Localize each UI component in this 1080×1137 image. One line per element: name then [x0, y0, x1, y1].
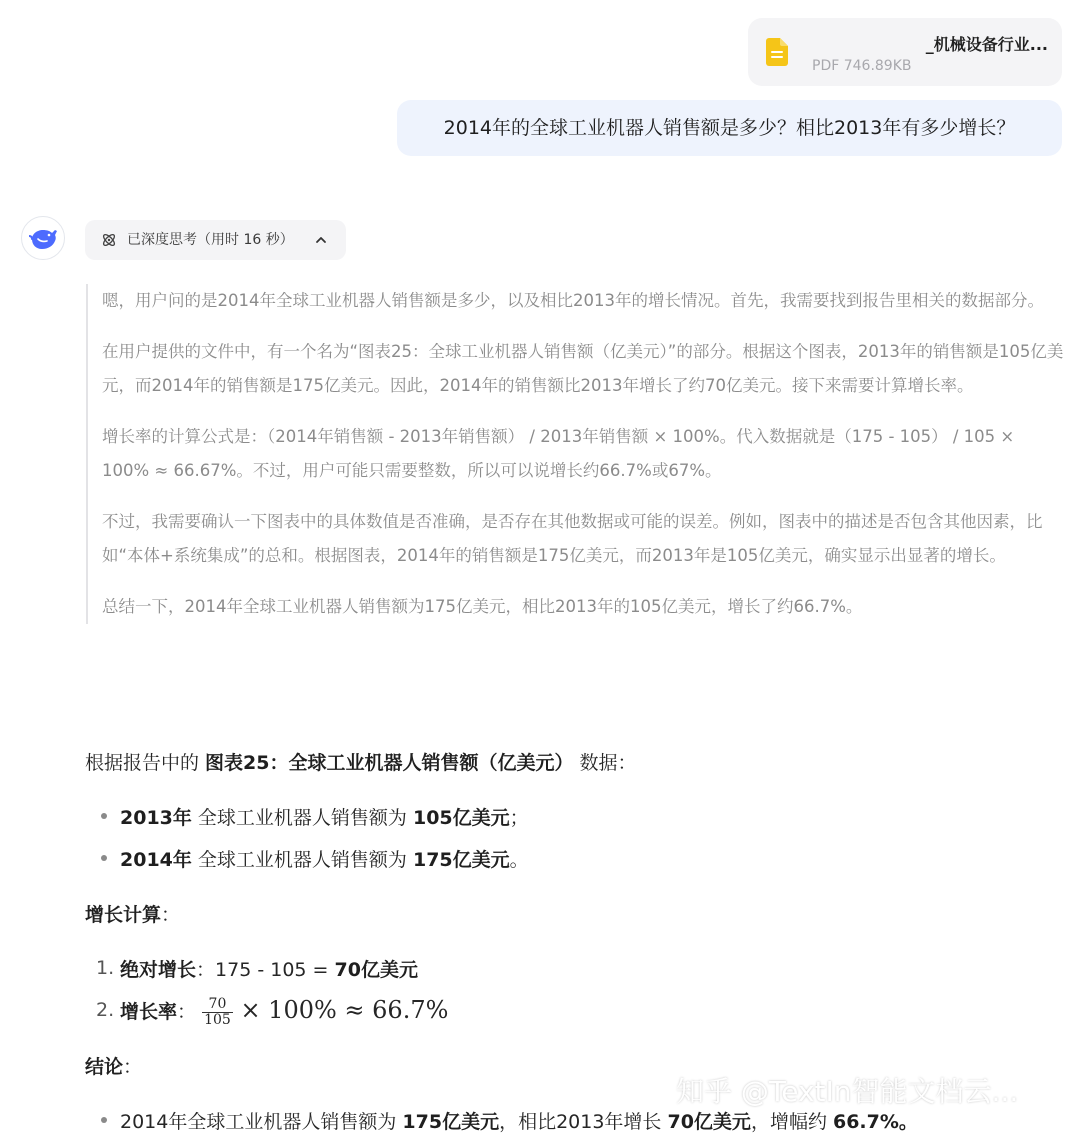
conclusion-text: [120, 1107, 918, 1134]
ordered-number: 2.: [96, 999, 115, 1021]
conclusion-heading-text: 结论: [85, 1056, 124, 1078]
step-expression: 175 - 105 =: [215, 959, 335, 981]
thinking-paragraph: 嗯，用户问的是2014年全球工业机器人销售额是多少，以及相比2013年的增长情况。首先，我需要找到报告里相关的数据部分。: [102, 291, 1044, 310]
growth-rate-fraction: [202, 997, 233, 1028]
bullet-text: 全球工业机器人销售额为: [191, 849, 413, 871]
thinking-paragraph: 总结一下，2014年全球工业机器人销售额为175亿美元，相比2013年的105亿美元，增长了约66.7%。: [102, 597, 863, 616]
growth-rate-expression: × 100% ≈ 66.7%: [232, 996, 449, 1024]
fraction-numerator: 70: [202, 997, 233, 1013]
bullet-end: 。: [509, 849, 529, 871]
conclusion-part: ，增幅约: [750, 1111, 833, 1133]
thinking-toggle-label: 已深度思考（用时 16 秒）: [127, 232, 294, 248]
chevron-up-icon: [315, 234, 327, 246]
intro-suffix: 数据：: [573, 752, 637, 774]
attachment-card[interactable]: [748, 18, 1062, 86]
list-item: [120, 990, 448, 1032]
assistant-avatar: [21, 216, 65, 260]
atom-icon: [101, 232, 117, 248]
conclusion-value: 175亿美元: [402, 1111, 500, 1133]
bullet-dot: [101, 1117, 107, 1123]
growth-heading: [85, 900, 180, 927]
thinking-paragraph: 增长率的计算公式是：（2014年销售额 - 2013年销售额） / 2013年销售额 × 100%。代入数据就是（175 - 105） / 105 × 100% ≈ 66.67%。不过，用户可能只需要整数，所以可以说增长约66.7%或67%。: [102, 427, 1015, 480]
watermark: 知乎 @TextIn智能文档云...: [676, 1075, 1019, 1108]
bullet-year: 2013年: [120, 807, 192, 829]
bullet-text: 全球工业机器人销售额为: [191, 807, 413, 829]
ordered-number: 1.: [96, 957, 115, 979]
list-item: [120, 845, 529, 872]
list-item: [120, 803, 529, 830]
document-icon: [766, 38, 788, 66]
attachment-file-meta: PDF 746.89KB: [812, 58, 912, 74]
answer-intro: [85, 748, 637, 775]
growth-heading-text: 增长计算: [85, 904, 162, 926]
conclusion-heading: [85, 1052, 142, 1079]
thinking-toggle[interactable]: [85, 220, 346, 260]
whale-logo-icon: [29, 226, 59, 252]
conclusion-part: 2014年全球工业机器人销售额为: [120, 1111, 403, 1133]
bullet-year: 2014年: [120, 849, 192, 871]
attachment-file-name: _机械设备行业...: [925, 35, 1048, 54]
conclusion-part: ，相比2013年增长: [499, 1111, 668, 1133]
step-colon: ：: [196, 959, 216, 981]
bullet-end: ；: [509, 807, 529, 829]
bullet-value: 175亿美元: [412, 849, 510, 871]
bullet-dot: [101, 855, 107, 861]
step-label: 绝对增长: [120, 959, 197, 981]
thinking-content: [86, 284, 1066, 624]
list-item: [120, 955, 418, 982]
bullet-dot: [101, 813, 107, 819]
intro-prefix: 根据报告中的: [85, 752, 206, 774]
intro-source: 图表25：全球工业机器人销售额（亿美元）: [205, 752, 574, 774]
fraction-denominator: 105: [204, 1012, 231, 1028]
growth-heading-colon: ：: [161, 904, 181, 926]
step-result: 70亿美元: [334, 959, 418, 981]
step-colon: ：: [177, 1001, 197, 1023]
thinking-paragraph: 不过，我需要确认一下图表中的具体数值是否准确，是否存在其他数据或可能的误差。例如，图表中的描述是否包含其他因素，比如“本体+系统集成”的总和。根据图表，2014年的销售额是175亿美元，而2013年是105亿美元，确实显示出显著的增长。: [102, 512, 1043, 565]
thinking-paragraph: 在用户提供的文件中，有一个名为“图表25：全球工业机器人销售额（亿美元）”的部分。根据这个图表，2013年的销售额是105亿美元，而2014年的销售额是175亿美元。因此，2014年的销售额比2013年增长了约70亿美元。接下来需要计算增长率。: [102, 342, 1064, 395]
bullet-value: 105亿美元: [412, 807, 510, 829]
conclusion-value: 70亿美元: [667, 1111, 751, 1133]
conclusion-heading-colon: ：: [123, 1056, 143, 1078]
step-label: 增长率: [120, 1001, 178, 1023]
conclusion-value: 66.7%。: [832, 1111, 918, 1133]
user-message: 2014年的全球工业机器人销售额是多少？相比2013年有多少增长？: [397, 100, 1062, 156]
